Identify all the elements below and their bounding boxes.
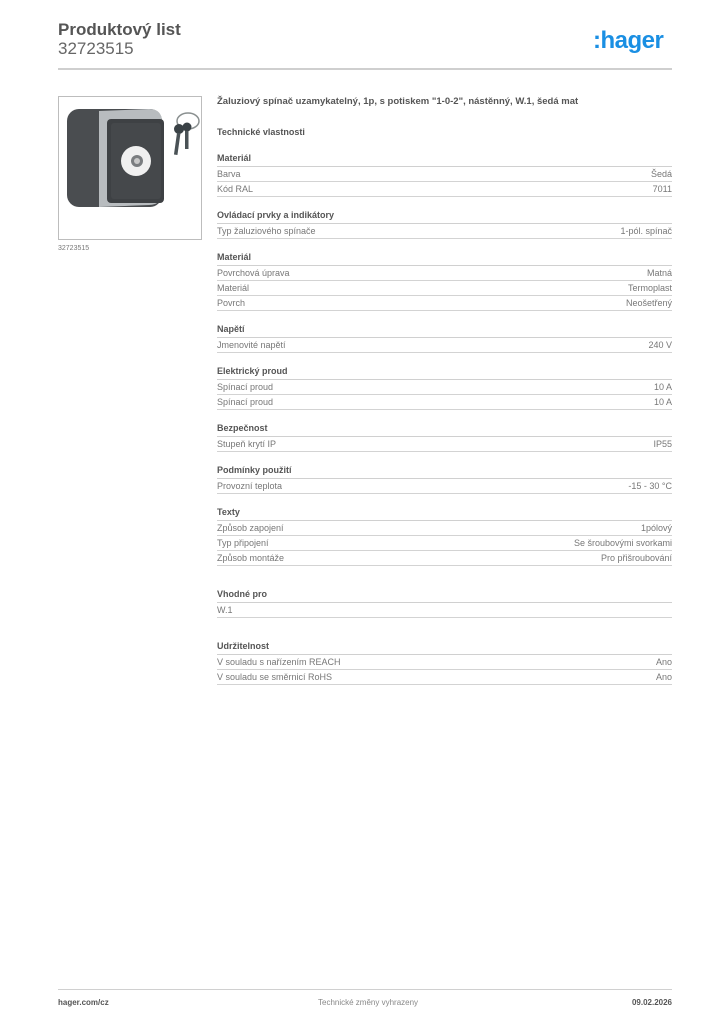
spec-row	[217, 437, 672, 452]
header-divider	[58, 68, 672, 70]
section-heading: Napětí	[217, 323, 672, 338]
spec-label: Způsob zapojení	[217, 523, 284, 533]
spec-row	[217, 536, 672, 551]
spec-content	[217, 96, 672, 685]
spec-value: Šedá	[650, 169, 672, 179]
spec-row	[217, 338, 672, 353]
section-safety	[217, 422, 672, 452]
spec-label: Typ připojení	[217, 538, 269, 548]
spec-row	[217, 603, 672, 618]
section-current	[217, 365, 672, 410]
spec-value: Pro přišroubování	[600, 553, 672, 563]
spec-row	[217, 670, 672, 685]
spec-label: V souladu se směrnicí RoHS	[217, 672, 333, 682]
spec-value: Neošetřený	[625, 298, 672, 308]
spec-label: Materiál	[217, 283, 250, 293]
spec-value: 240 V	[648, 340, 672, 350]
footer-divider	[58, 989, 672, 990]
spec-value: 10 A	[653, 382, 672, 392]
section-voltage	[217, 323, 672, 353]
spec-value: -15 - 30 °C	[628, 481, 672, 491]
section-heading: Ovládací prvky a indikátory	[217, 209, 672, 224]
product-number: 32723515	[58, 39, 134, 58]
spec-label: V souladu s nařízením REACH	[217, 657, 341, 667]
spec-row	[217, 167, 672, 182]
spec-value: Ano	[655, 672, 672, 682]
spec-label: Spínací proud	[217, 382, 274, 392]
image-caption: 32723515	[58, 245, 90, 252]
spec-value: Se šroubovými svorkami	[573, 538, 672, 548]
technical-properties-title: Technické vlastnosti	[217, 127, 305, 137]
product-image	[58, 96, 202, 240]
product-description: Žaluziový spínač uzamykatelný, 1p, s potiskem "1-0-2", nástěnný, W.1, šedá mat	[217, 96, 579, 107]
spec-row	[217, 551, 672, 566]
section-heading: Materiál	[217, 251, 672, 266]
spec-row	[217, 521, 672, 536]
spec-label: Typ žaluziového spínače	[217, 226, 316, 236]
footer-website-link[interactable]: hager.com/cz	[58, 998, 109, 1007]
spec-row	[217, 266, 672, 281]
spec-label: Povrchová úprava	[217, 268, 290, 278]
spec-row	[217, 281, 672, 296]
spec-label: Kód RAL	[217, 184, 254, 194]
spec-value: 10 A	[653, 397, 672, 407]
spec-label: Způsob montáže	[217, 553, 285, 563]
section-heading: Udržitelnost	[217, 640, 672, 655]
spec-value: Matná	[646, 268, 672, 278]
spec-label: Provozní teplota	[217, 481, 283, 491]
spec-label: Povrch	[217, 298, 246, 308]
spec-label: W.1	[217, 605, 233, 615]
spec-label: Spínací proud	[217, 397, 274, 407]
footer-date: 09.02.2026	[631, 998, 672, 1007]
section-heading: Bezpečnost	[217, 422, 672, 437]
section-heading: Podmínky použití	[217, 464, 672, 479]
hager-logo: :hager	[593, 27, 664, 54]
key-switch-product-icon	[59, 97, 201, 239]
page-title: Produktový list	[58, 20, 181, 39]
spec-value: 7011	[652, 184, 672, 194]
spec-row	[217, 395, 672, 410]
footer-notice: Technické změny vyhrazeny	[318, 998, 419, 1007]
section-texts	[217, 506, 672, 566]
spec-row	[217, 380, 672, 395]
spec-label: Stupeň krytí IP	[217, 439, 277, 449]
section-heading: Materiál	[217, 152, 672, 167]
spec-value: 1-pól. spínač	[620, 226, 672, 236]
spec-value: Termoplast	[627, 283, 672, 293]
section-heading: Vhodné pro	[217, 588, 672, 603]
section-suitable-for	[217, 588, 672, 618]
section-heading: Elektrický proud	[217, 365, 672, 380]
section-material-2	[217, 251, 672, 311]
spec-label: Jmenovité napětí	[217, 340, 286, 350]
spec-value: 1pólový	[640, 523, 672, 533]
spec-row	[217, 655, 672, 670]
spec-row	[217, 182, 672, 197]
spec-label: Barva	[217, 169, 241, 179]
section-controls	[217, 209, 672, 239]
spec-row	[217, 479, 672, 494]
section-material	[217, 152, 672, 197]
spec-row	[217, 296, 672, 311]
spec-value: IP55	[653, 439, 672, 449]
section-conditions	[217, 464, 672, 494]
section-sustainability	[217, 640, 672, 685]
spec-value: Ano	[655, 657, 672, 667]
section-heading: Texty	[217, 506, 672, 521]
spec-row	[217, 224, 672, 239]
